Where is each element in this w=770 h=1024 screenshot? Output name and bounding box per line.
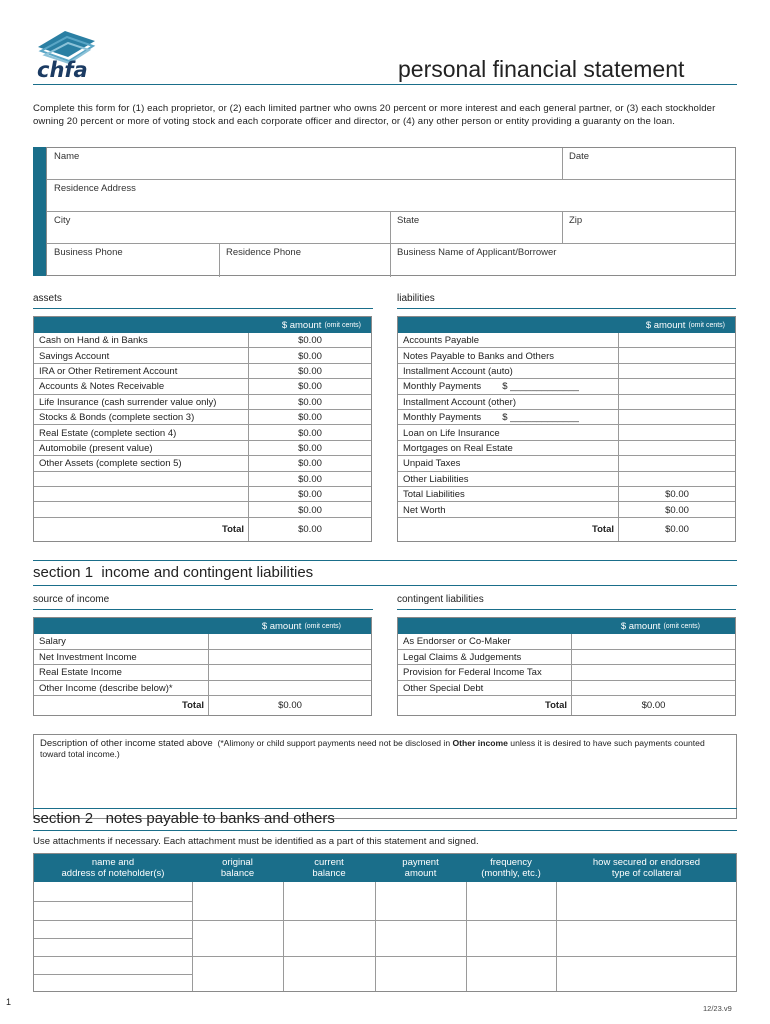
contingent-value[interactable] [572,634,735,650]
income-row [34,634,371,650]
section1-heading [33,564,313,581]
income-value[interactable] [209,681,371,697]
notes-address-line [34,938,192,939]
business-name-field[interactable]: Business Name of Applicant/Borrower [397,247,557,258]
income-row [34,681,371,697]
col-original-balance [192,854,283,882]
amount-header-label: $ amount [281,319,322,331]
asset-row [34,379,371,394]
liability-value[interactable] [619,410,735,425]
asset-row [34,425,371,440]
contingent-amount-header [398,618,735,634]
liability-value[interactable] [619,348,735,363]
section1-title: income and contingent liabilities [101,564,314,581]
liability-label: Other Liabilities [398,472,619,487]
income-value[interactable] [209,634,371,650]
description-note-bold: Other income [452,738,508,748]
asset-row [34,441,371,456]
contingent-row [398,665,735,681]
income-total-label: Total [34,696,209,715]
liability-row [398,395,735,410]
residence-phone-field[interactable]: Residence Phone [226,247,301,258]
income-amount-header [34,618,371,634]
assets-table [33,316,372,542]
asset-value[interactable]: $0.00 [298,427,322,439]
city-field[interactable]: City [54,215,71,226]
applicant-block [33,147,736,276]
asset-value[interactable]: $0.00 [298,335,322,347]
income-total-value[interactable]: $0.00 [278,700,302,711]
contingent-label: Other Special Debt [398,681,572,697]
section2-instructions: Use attachments if necessary. Each attachment must be identified as a part of this statement and signed. [33,836,479,847]
omit-cents-note: (omit cents) [304,622,341,630]
income-label: Real Estate Income [34,665,209,681]
asset-total-value[interactable]: $0.00 [298,523,322,535]
applicant-fields [46,147,736,276]
section2-heading [33,810,335,827]
liability-value[interactable] [619,333,735,348]
amount-header-label: $ amount [261,620,302,632]
section2-number: section 2 [33,810,94,827]
liability-value[interactable] [619,456,735,471]
asset-total-label: Total [34,518,249,541]
liability-row [398,472,735,487]
liability-value[interactable]: $0.00 [665,504,689,516]
liability-label: Unpaid Taxes [398,456,619,471]
contingent-label: As Endorser or Co-Maker [398,634,572,650]
asset-label: Savings Account [34,348,249,363]
amount-header-label: $ amount [645,319,686,331]
form-version: 12/23.v9 [703,1004,732,1013]
date-field[interactable]: Date [569,151,590,162]
notes-address-line [34,901,192,902]
asset-label: Automobile (present value) [34,441,249,456]
col-current-balance [283,854,375,882]
omit-cents-note: (omit cents) [663,622,700,630]
liabilities-table [397,316,736,542]
col-original-balance-label: original balance [220,857,255,879]
notes-col-divider [556,882,557,991]
state-field[interactable]: State [397,215,420,226]
liability-label: Notes Payable to Banks and Others [398,348,619,363]
income-total-row [34,696,371,715]
liability-total-row [398,518,735,541]
liability-label: Monthly Payments $ _____________ [398,379,619,394]
business-phone-field[interactable]: Business Phone [54,247,123,258]
asset-row [34,410,371,425]
liability-row [398,502,735,517]
liabilities-rule [397,308,736,309]
contingent-total-label: Total [398,696,572,715]
income-row [34,665,371,681]
liability-label: Accounts Payable [398,333,619,348]
col-noteholder [34,854,192,882]
notes-col-divider [466,882,467,991]
liability-row [398,379,735,394]
notes-col-divider [283,882,284,991]
notes-address-line [34,920,192,921]
description-label: Description of other income stated above [40,738,213,749]
liability-value[interactable] [619,425,735,440]
income-value[interactable] [209,650,371,666]
contingent-row [398,681,735,697]
liability-total-value[interactable]: $0.00 [665,523,689,535]
omit-cents-note: (omit cents) [688,321,725,329]
liability-value[interactable] [619,379,735,394]
residence-address-field[interactable]: Residence Address [54,183,136,194]
liability-row [398,333,735,348]
liability-row [398,410,735,425]
contingent-label: Legal Claims & Judgements [398,650,572,666]
liability-row [398,348,735,363]
asset-label [34,472,249,487]
asset-total-row [34,518,371,541]
contingent-label: Provision for Federal Income Tax [398,665,572,681]
contingent-value[interactable] [572,681,735,697]
liability-label: Monthly Payments $ _____________ [398,410,619,425]
liabilities-heading: liabilities [397,293,435,304]
asset-value[interactable]: $0.00 [298,381,322,393]
col-payment-amount [375,854,466,882]
title-rule [33,84,737,85]
liability-label: Installment Account (auto) [398,364,619,379]
asset-label: Life Insurance (cash surrender value only) [34,395,249,410]
col-noteholder-label: name and address of noteholder(s) [61,857,165,879]
contingent-total-value[interactable]: $0.00 [641,700,666,711]
section2-top-rule [33,808,737,809]
liability-value[interactable] [619,364,735,379]
applicant-accent-bar [33,147,46,276]
col-frequency-label: frequency (monthly, etc.) [481,857,541,879]
source-of-income-heading: source of income [33,594,110,605]
liability-row [398,425,735,440]
col-payment-amount-label: payment amount [402,857,439,879]
liability-value[interactable] [619,441,735,456]
asset-row [34,364,371,379]
asset-value[interactable]: $0.00 [298,504,322,516]
liability-row [398,456,735,471]
asset-row [34,348,371,363]
asset-label [34,487,249,502]
col-frequency [466,854,556,882]
col-collateral [556,854,737,882]
liability-label: Total Liabilities [398,487,619,502]
assets-heading: assets [33,293,62,304]
asset-value[interactable]: $0.00 [298,489,322,501]
section2-bottom-rule [33,830,737,831]
liabilities-amount-header [398,317,735,333]
income-value[interactable] [209,665,371,681]
asset-row [34,395,371,410]
contingent-table [397,617,736,716]
notes-address-line [34,974,192,975]
section2-title: notes payable to banks and others [105,810,335,827]
asset-label: Accounts & Notes Receivable [34,379,249,394]
col-collateral-label: how secured or endorsed type of collateral [592,857,701,879]
asset-row [34,456,371,471]
asset-value[interactable]: $0.00 [298,458,322,470]
liability-value[interactable] [619,395,735,410]
asset-label: Cash on Hand & in Banks [34,333,249,348]
liability-label: Installment Account (other) [398,395,619,410]
asset-value[interactable]: $0.00 [298,442,322,454]
section1-number: section 1 [33,564,94,581]
asset-value[interactable]: $0.00 [298,473,322,485]
liability-label: Loan on Life Insurance [398,425,619,440]
omit-cents-note: (omit cents) [324,321,361,329]
description-note-a: (*Alimony or child support payments need not be disclosed in [217,738,453,748]
liability-value[interactable] [619,472,735,487]
liability-label: Net Worth [398,502,619,517]
section1-bottom-rule [33,585,737,586]
asset-label: Other Assets (complete section 5) [34,456,249,471]
income-rule [33,609,373,610]
notes-col-divider [375,882,376,991]
logo-text: chfa [37,58,88,82]
assets-rule [33,308,373,309]
assets-amount-header [34,317,371,333]
section1-top-rule [33,560,737,561]
liability-row [398,364,735,379]
liability-row [398,441,735,456]
contingent-row [398,650,735,666]
amount-header-label: $ amount [620,620,661,632]
asset-label: IRA or Other Retirement Account [34,364,249,379]
chfa-logo [33,25,103,83]
contingent-rule [397,609,736,610]
notes-payable-table [33,853,737,992]
notes-row-divider [192,956,736,957]
income-label: Other Income (describe below)* [34,681,209,697]
other-income-description-box[interactable] [33,734,737,819]
name-field[interactable]: Name [54,151,80,162]
asset-row [34,502,371,517]
income-table [33,617,372,716]
notes-col-divider [192,882,193,991]
asset-label: Real Estate (complete section 4) [34,425,249,440]
col-current-balance-label: current balance [312,857,346,879]
page-number: 1 [6,997,12,1007]
asset-label: Stocks & Bonds (complete section 3) [34,410,249,425]
page-title: personal financial statement [398,56,685,82]
liability-row [398,487,735,502]
notes-address-line [34,956,192,957]
asset-value[interactable]: $0.00 [298,396,322,408]
contingent-value[interactable] [572,665,735,681]
contingent-value[interactable] [572,650,735,666]
liability-label: Mortgages on Real Estate [398,441,619,456]
contingent-liabilities-heading: contingent liabilities [397,594,484,605]
liability-value[interactable]: $0.00 [665,489,689,501]
liability-total-label: Total [398,518,619,541]
asset-label [34,502,249,517]
income-label: Salary [34,634,209,650]
description-note-b: unless it is desired to have such payments counted toward total income.) [40,738,705,759]
asset-row [34,333,371,348]
asset-value[interactable]: $0.00 [298,365,322,377]
contingent-total-row [398,696,735,715]
notes-row-divider [192,920,736,921]
income-row [34,650,371,666]
asset-value[interactable]: $0.00 [298,350,322,362]
asset-row [34,472,371,487]
contingent-row [398,634,735,650]
intro-text: Complete this form for (1) each proprietor, or (2) each limited partner who owns 20 percent or more interest and each general partner, or (3) each stockholder owning 20 percent or more of voting stock and each corporate officer and director, or (4) any other person or entity providing a guaranty on the loan. [33,103,716,127]
asset-row [34,487,371,502]
asset-value[interactable]: $0.00 [298,412,322,424]
zip-field[interactable]: Zip [569,215,583,226]
income-label: Net Investment Income [34,650,209,666]
